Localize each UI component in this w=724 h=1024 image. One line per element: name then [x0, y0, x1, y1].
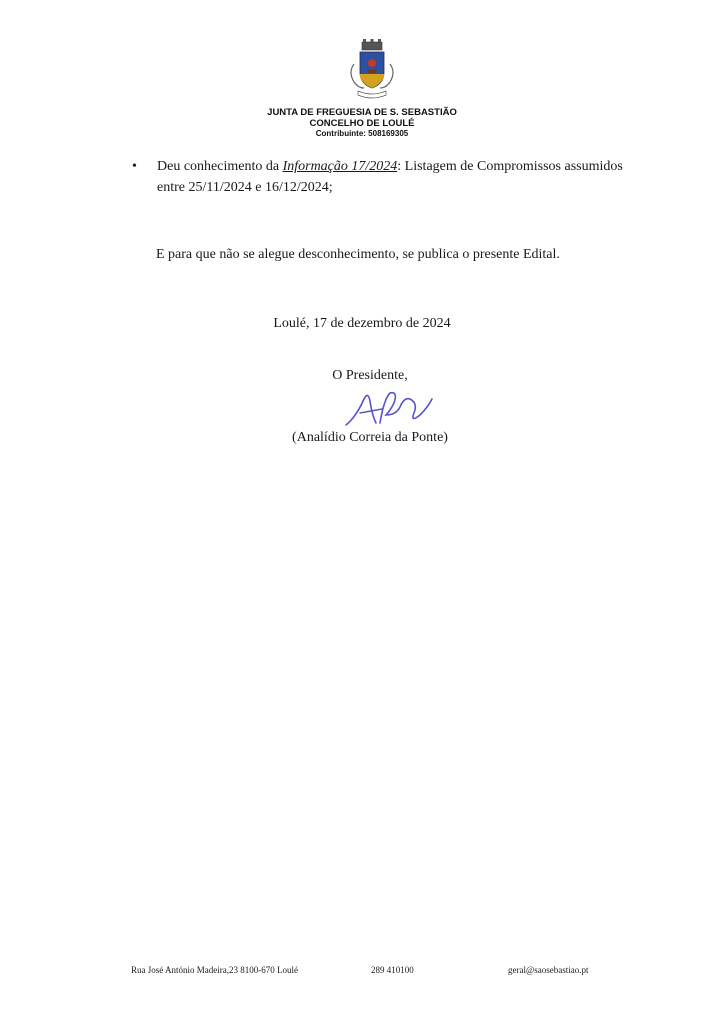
footer-phone: 289 410100: [371, 965, 414, 975]
footer-address: Rua José António Madeira,23 8100-670 Loulé: [131, 965, 298, 975]
bullet-icon: •: [132, 159, 137, 174]
parish-coat-of-arms-icon: [340, 38, 404, 102]
signatory-role: O Presidente,: [332, 368, 408, 383]
place-and-date: Loulé, 17 de dezembro de 2024: [273, 316, 451, 331]
closing-statement: E para que não se alegue desconhecimento, se publica o presente Edital.: [156, 247, 560, 262]
bullet-prefix: Deu conhecimento da: [157, 159, 283, 174]
letterhead: [0, 107, 724, 139]
municipality-name: CONCELHO DE LOULÉ: [309, 118, 415, 129]
footer-email: geral@saosebastiao.pt: [508, 965, 589, 975]
information-reference: Informação 17/2024: [282, 159, 398, 174]
bullet-suffix: : Listagem de Compromissos assumidos entre 25/11/2024 e 16/12/2024;: [157, 159, 623, 195]
signatory-name: (Analídio Correia da Ponte): [292, 430, 448, 445]
organization-name: JUNTA DE FREGUESIA DE S. SEBASTIÃO: [267, 107, 457, 118]
bullet-text: [157, 156, 635, 198]
handwritten-signature: [336, 385, 436, 433]
taxpayer-number: Contribuinte: 508169305: [315, 129, 409, 138]
